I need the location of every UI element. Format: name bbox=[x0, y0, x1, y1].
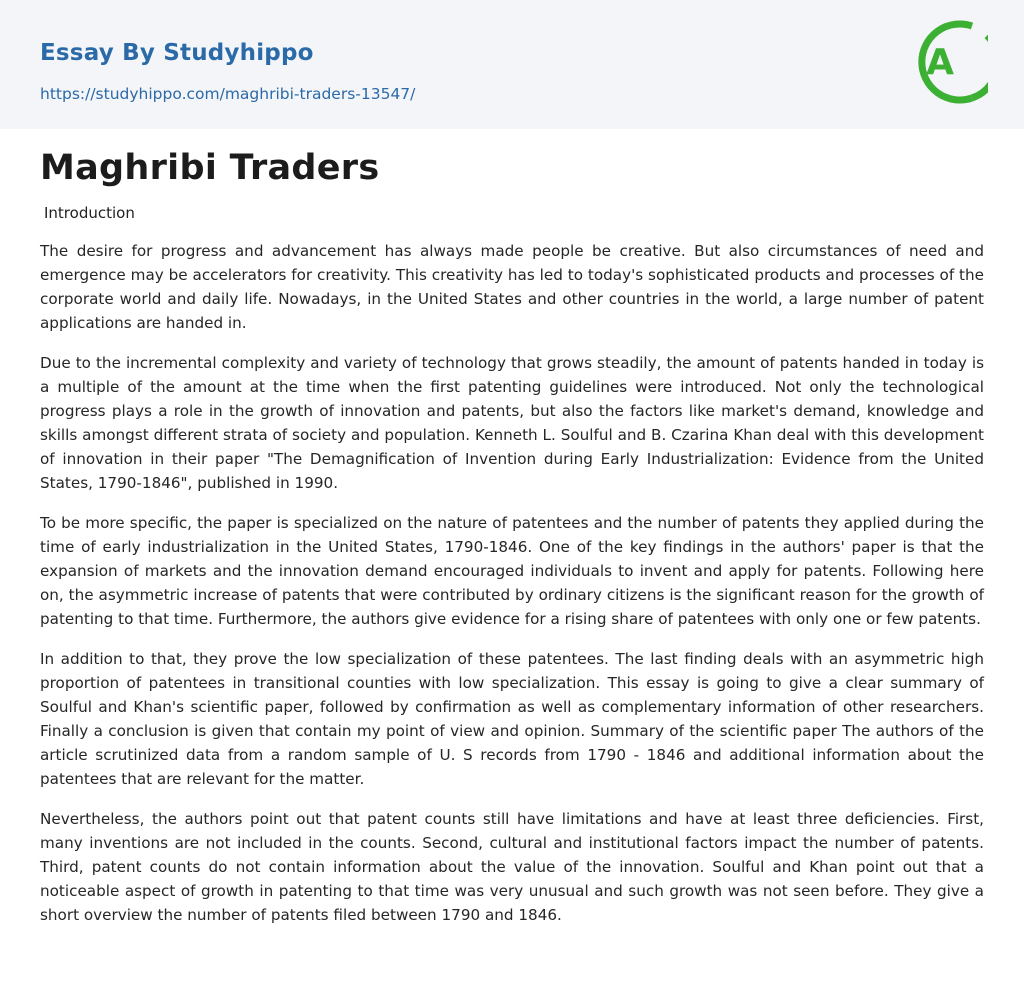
site-title[interactable]: Essay By Studyhippo bbox=[40, 40, 314, 66]
paragraph: Due to the incremental complexity and variety of technology that grows steadily, the amount of patents handed in today is a multiple of the amount at the time when the first patenting guidelines were introduced. Not only the technological progress plays a role in the growth of innovation and patents, but also the factors like market's demand, knowledge and skills amongst different strata of society and population. Kenneth L. Soulful and B. Czarina Khan deal with this development of innovation in their paper "The Demagnification of Invention during Early Industrialization: Evidence from the United States, 1790-1846", published in 1990. bbox=[40, 354, 984, 492]
logo-letter: A bbox=[926, 42, 954, 83]
page-title: Maghribi Traders bbox=[40, 148, 380, 188]
studyhippo-logo-icon[interactable] bbox=[910, 18, 988, 106]
paragraph: Nevertheless, the authors point out that patent counts still have limitations and have at least three deficiencies. First, many inventions are not included in the counts. Second, cultural and institutional factors impact the number of patents. Third, patent counts do not contain information about the value of the innovation. Soulful and Khan point out that a noticeable aspect of growth in patenting to that time was very unusual and such growth was not seen before. They give a short overview the number of patents filed between 1790 and 1846. bbox=[40, 810, 984, 924]
paragraph: To be more specific, the paper is specialized on the nature of patentees and the number of patents they applied during the time of early industrialization in the United States, 1790-1846. One of the key findings in the authors' paper is that the expansion of markets and the innovation demand encouraged individuals to invent and apply for patents. Following here on, the asymmetric increase of patents that were contributed by ordinary citizens is the significant reason for the growth of patenting to that time. Furthermore, the authors give evidence for a rising share of patentees with only one or few patents. bbox=[40, 514, 984, 628]
article bbox=[0, 129, 1024, 927]
paragraph: In addition to that, they prove the low specialization of these patentees. The last finding deals with an asymmetric high proportion of patentees in transitional counties with low specialization. This essay is going to give a clear summary of Soulful and Khan's scientific paper, followed by confirmation as well as complementary information of other researchers. Finally a conclusion is given that contain my point of view and opinion. Summary of the scientific paper The authors of the article scrutinized data from a random sample of U. S records from 1790 - 1846 and additional information about the patentees that are relevant for the matter. bbox=[40, 650, 984, 788]
section-heading-introduction: Introduction bbox=[44, 204, 135, 222]
essay-url-link[interactable]: https://studyhippo.com/maghribi-traders-13547/ bbox=[40, 85, 416, 103]
paragraph: The desire for progress and advancement has always made people be creative. But also circumstances of need and emergence may be accelerators for creativity. This creativity has led to today's sophisticated products and processes of the corporate world and daily life. Nowadays, in the United States and other countries in the world, a large number of patent applications are handed in. bbox=[40, 242, 984, 332]
site-header bbox=[0, 0, 1024, 129]
